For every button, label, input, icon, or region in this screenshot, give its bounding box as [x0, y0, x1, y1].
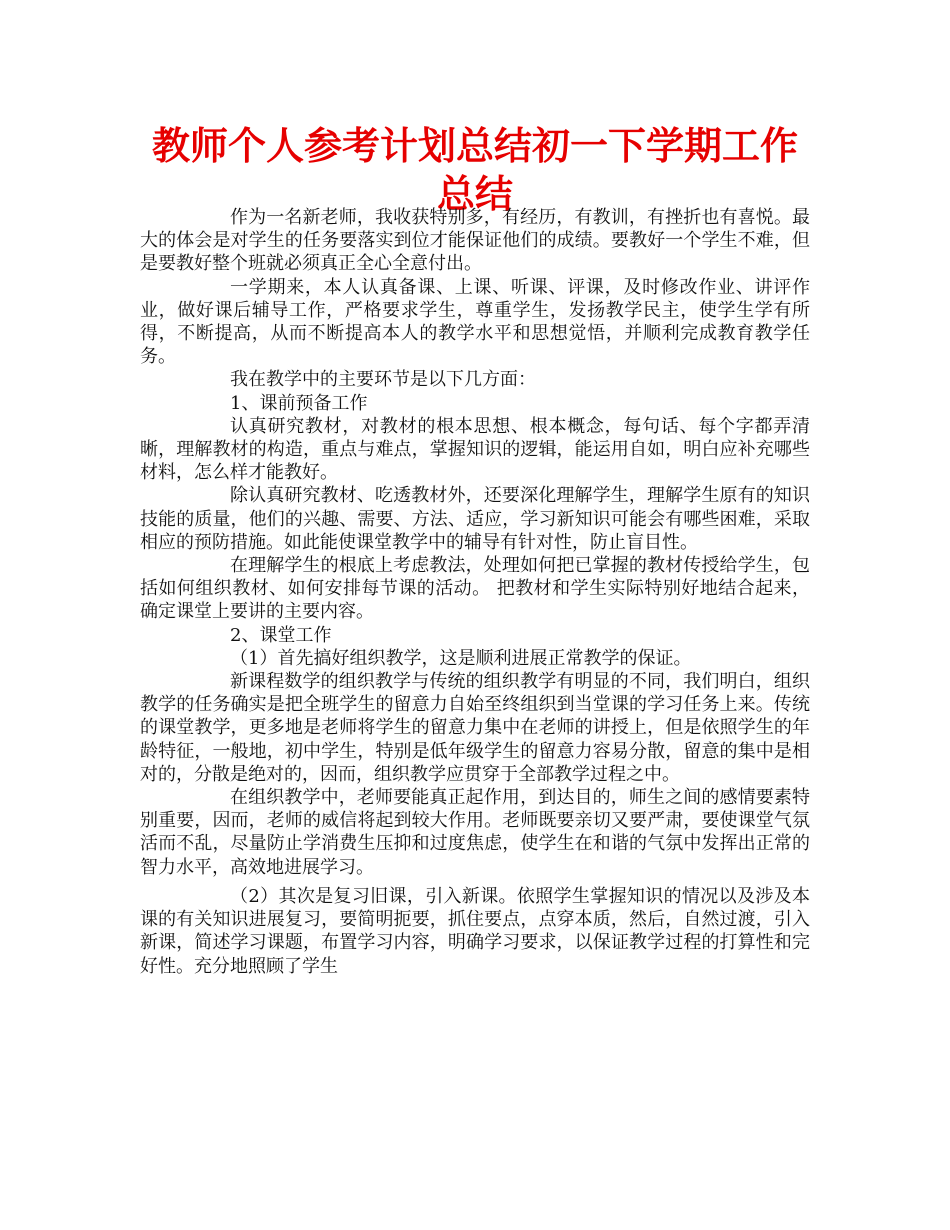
- paragraph-understand-students: 除认真研究教材、吃透教材外，还要深化理解学生，理解学生原有的知识技能的质量，他们的兴趣、需要、方法、适应，学习新知识可能会有哪些困难，采取相应的预防措施。如此能使课堂教学中的辅导有针对性，防止盲目性。: [140, 485, 810, 553]
- paragraph-teacher-role: 在组织教学中，老师要能真正起作用，到达目的，师生之间的感情要素特别重要，因而，老师的威信将起到较大作用。老师既要亲切又要严肃，要使课堂气氛活而不乱，尽量防止学消费生压抑和过度焦虑，使学生在和谐的气氛中发挥出正常的智力水平，高效地进展学习。: [140, 787, 810, 878]
- paragraph-intro: 作为一名新老师，我收获特别多，有经历，有教训，有挫折也有喜悦。最大的体会是对学生的任务要落实到位才能保证他们的成绩。要教好一个学生不难，但是要教好整个班就必须真正全心全意付出。: [140, 207, 810, 275]
- paragraph-main-aspects: 我在教学中的主要环节是以下几方面：: [230, 369, 536, 391]
- paragraph-semester-summary: 一学期来，本人认真备课、上课、听课、评课，及时修改作业、讲评作业，做好课后辅导工作，严格要求学生，尊重学生，发扬教学民主，使学生学有所得，不断提高，从而不断提高本人的教学水平和思想觉悟，并顺利完成教育教学任务。: [140, 276, 810, 368]
- paragraph-new-curriculum: 新课程数学的组织教学与传统的组织教学有明显的不同，我们明白，组织教学的任务确实是把全班学生的留意力自始至终组织到当堂课的学习任务上来。传统的课堂教学，更多地是老师将学生的留意力集中在老师的讲授上，但是依照学生的年龄特征，一般地，初中学生，特别是低年级学生的留意力容易分散，留意的集中是相对的，分散是绝对的，因而，组织教学应贯穿于全部教学过程之中。: [140, 671, 810, 785]
- document-body: [140, 206, 810, 978]
- paragraph-organize-teaching: （1）首先搞好组织教学，这是顺利进展正常教学的保证。: [230, 647, 692, 669]
- section-heading-classroom: 2、课堂工作: [230, 624, 332, 646]
- document-title: 教师个人参考计划总结初一下学期工作总结: [151, 124, 798, 216]
- paragraph-review-lessons: （2）其次是复习旧课，引入新课。依照学生掌握知识的情况以及涉及本课的有关知识进展复习，要简明扼要，抓住要点，点穿本质，然后，自然过渡，引入新课，简述学习课题，布置学习内容，明确学习要求，以保证教学过程的打算性和完好性。充分地照顾了学生: [140, 885, 810, 977]
- section-heading-preparation: 1、课前预备工作: [230, 392, 368, 414]
- paragraph-study-materials: 认真研究教材，对教材的根本思想、根本概念，每句话、每个字都弄清晰，理解教材的构造，重点与难点，掌握知识的逻辑，能运用自如，明白应补充哪些材料，怎么样才能教好。: [140, 415, 810, 484]
- paragraph-teaching-method: 在理解学生的根底上考虑教法，处理如何把已掌握的教材传授给学生，包括如何组织教材、如何安排每节课的活动。 把教材和学生实际特别好地结合起来，确定课堂上要讲的主要内容。: [140, 555, 810, 623]
